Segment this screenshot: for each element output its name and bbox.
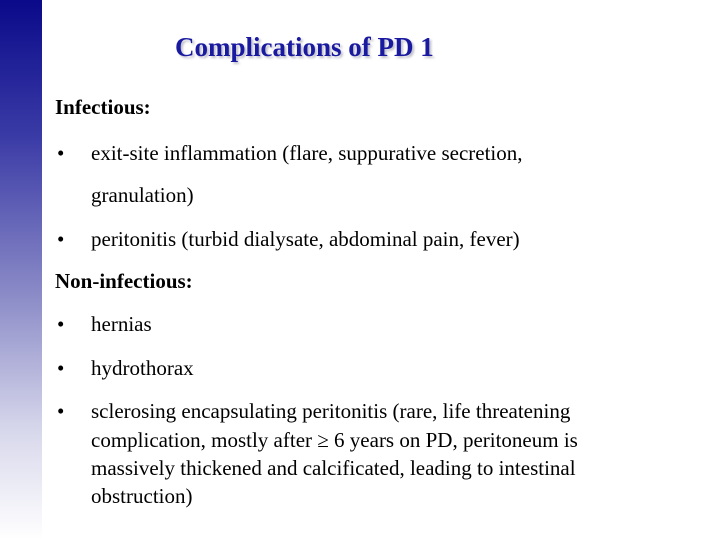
bullet-icon: •: [57, 312, 65, 336]
bullet-icon: •: [57, 399, 65, 423]
list-item-peritonitis: peritonitis (turbid dialysate, abdominal pain, fever): [91, 227, 520, 251]
bullet-icon: •: [57, 141, 65, 165]
list-item-exit-site-line1: exit-site inflammation (flare, suppurative secretion,: [91, 141, 523, 165]
list-item-sep-line4: obstruction): [91, 484, 193, 508]
list-item-hydrothorax: hydrothorax: [91, 356, 194, 380]
list-item-hernias: hernias: [91, 312, 152, 336]
non-infectious-heading: Non-infectious:: [55, 269, 193, 293]
list-item-sep-line3: massively thickened and calcificated, leading to intestinal: [91, 456, 576, 480]
bullet-icon: •: [57, 227, 65, 251]
list-item-exit-site-line2: granulation): [91, 183, 194, 207]
slide-title: Complications of PD 1: [175, 32, 434, 62]
infectious-heading: Infectious:: [55, 95, 151, 119]
bullet-icon: •: [57, 356, 65, 380]
list-item-sep-line1: sclerosing encapsulating peritonitis (rare, life threatening: [91, 399, 571, 423]
list-item-sep-line2: complication, mostly after ≥ 6 years on PD, peritoneum is: [91, 428, 578, 452]
decorative-gradient-sidebar: [0, 0, 42, 540]
